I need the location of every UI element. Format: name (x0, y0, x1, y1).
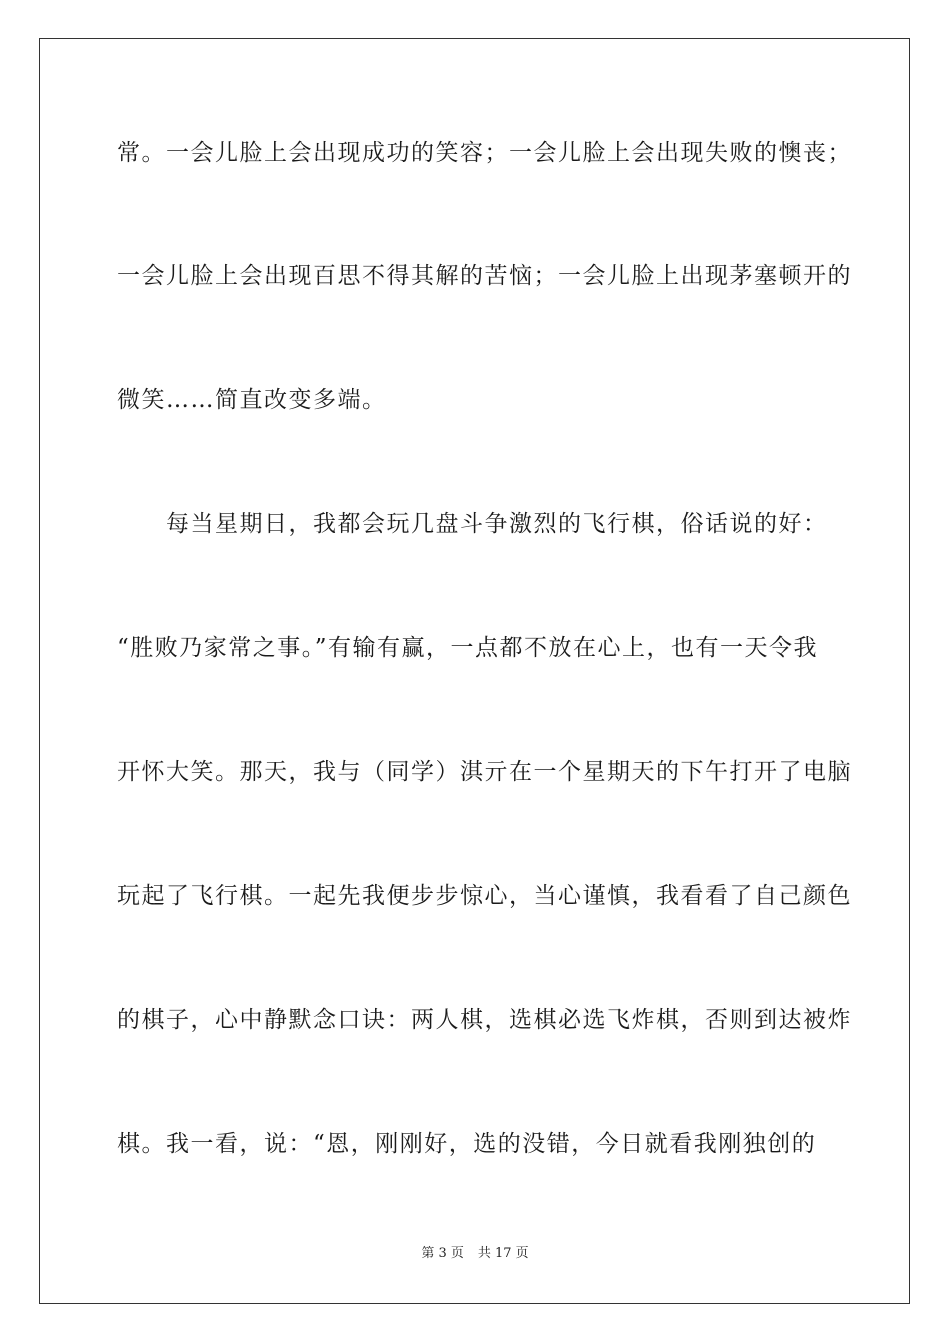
text-line: 的棋子，心中静默念口诀：两人棋，选棋必选飞炸棋，否则到达被炸 (117, 1007, 852, 1033)
text-line: 开怀大笑。那天，我与（同学）淇亓在一个星期天的下午打开了电脑 (117, 759, 852, 785)
page-border (39, 38, 910, 1304)
text-line: 常。一会儿脸上会出现成功的笑容；一会儿脸上会出现失败的懊丧； (117, 140, 852, 166)
text-line: 一会儿脸上会出现百思不得其解的苦恼；一会儿脸上出现茅塞顿开的 (117, 263, 852, 289)
text-line: 棋。我一看，说：“恩，刚刚好，选的没错，今日就看我刚独创的 (117, 1131, 817, 1157)
text-line: 玩起了飞行棋。一起先我便步步惊心，当心谨慎，我看看了自己颜色 (117, 883, 852, 909)
page-total: 共 17 页 (477, 1246, 529, 1261)
text-line: 微笑……简直改变多端。 (117, 387, 387, 413)
page-number: 第 3 页 (421, 1246, 464, 1261)
text-line: “胜败乃家常之事。”有输有赢，一点都不放在心上，也有一天令我 (117, 635, 819, 661)
paragraph-first-line: 每当星期日，我都会玩几盘斗争激烈的飞行棋，俗话说的好： (117, 511, 828, 537)
page-footer (0, 1245, 950, 1263)
